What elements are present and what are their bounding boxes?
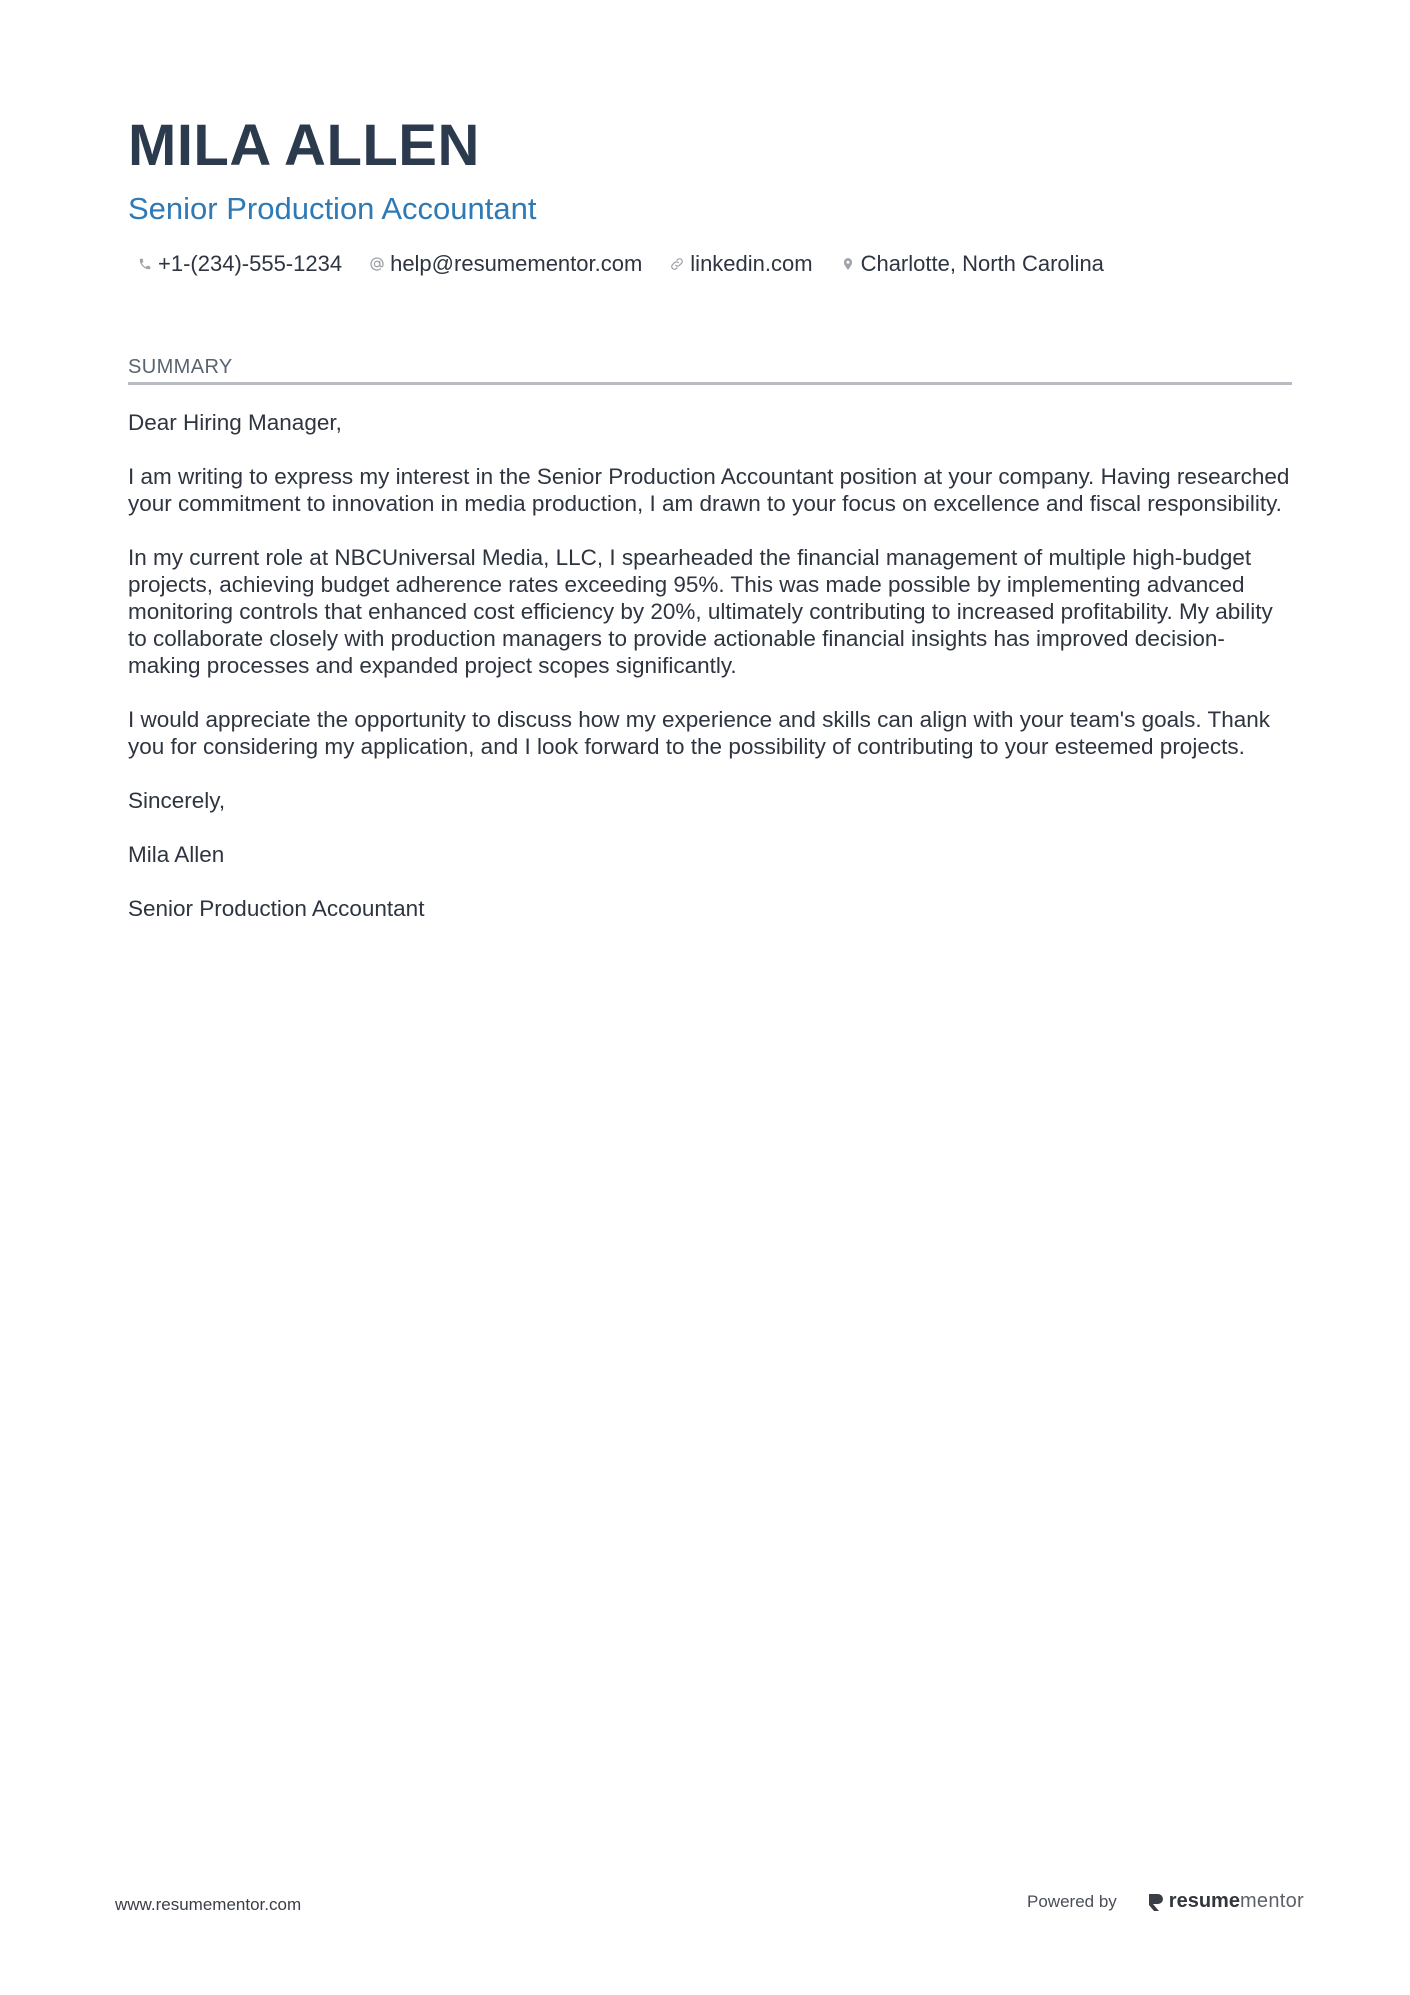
contact-row [128,248,1292,280]
section-heading-summary: SUMMARY [128,354,1292,385]
brand-logo[interactable] [1147,1890,1304,1913]
letter-paragraph: I would appreciate the opportunity to discuss how my experience and skills can align with your team's goals. Thank you for considering my application, and I look forward to the possibility of contributing to your esteemed projects. [128,707,1270,759]
footer-branding [1027,1890,1304,1913]
location-pin-icon [839,255,857,273]
website-text: linkedin.com [690,251,813,276]
powered-by-label: Powered by [1027,1891,1117,1911]
at-icon [368,255,386,273]
phone-icon [136,255,154,273]
signature-name: Mila Allen [128,842,225,867]
contact-email [368,251,642,277]
letter-paragraph: I am writing to express my interest in the Senior Production Accountant position at your company. Having researched your commitment to innovation in media production, I am drawn to your focus on excellence and fiscal responsibility. [128,464,1290,516]
brand-name-bold: resume [1168,1890,1240,1912]
letter-body [128,409,1292,922]
footer-website[interactable]: www.resumementor.com [115,1895,302,1914]
link-icon [668,255,686,273]
phone-text: +1-(234)-555-1234 [158,251,343,276]
contact-location [839,251,1104,277]
contact-website [668,251,812,277]
letter-paragraph: In my current role at NBCUniversal Media, LLC, I spearheaded the financial management of multiple high-budget projects, achieving budget adherence rates exceeding 95%. This was made possible by implementing advanced monitoring controls that enhanced cost efficiency by 20%, ultimately contributing to increased profitability. My ability to collaborate closely with production managers to provide actionable financial insights has improved decision-making processes and expanded project scopes significantly. [128,545,1273,678]
resumementor-logo-icon [1147,1892,1165,1912]
letter-greeting: Dear Hiring Manager, [128,410,342,435]
cover-letter [128,112,1292,949]
letter-closing: Sincerely, [128,788,226,813]
location-text: Charlotte, North Carolina [860,251,1104,276]
signature-title: Senior Production Accountant [128,896,425,921]
candidate-title: Senior Production Accountant [128,191,537,226]
email-text: help@resumementor.com [390,251,643,276]
contact-phone [136,251,342,277]
candidate-name: MILA ALLEN [128,113,480,178]
brand-name-light: mentor [1239,1890,1304,1912]
